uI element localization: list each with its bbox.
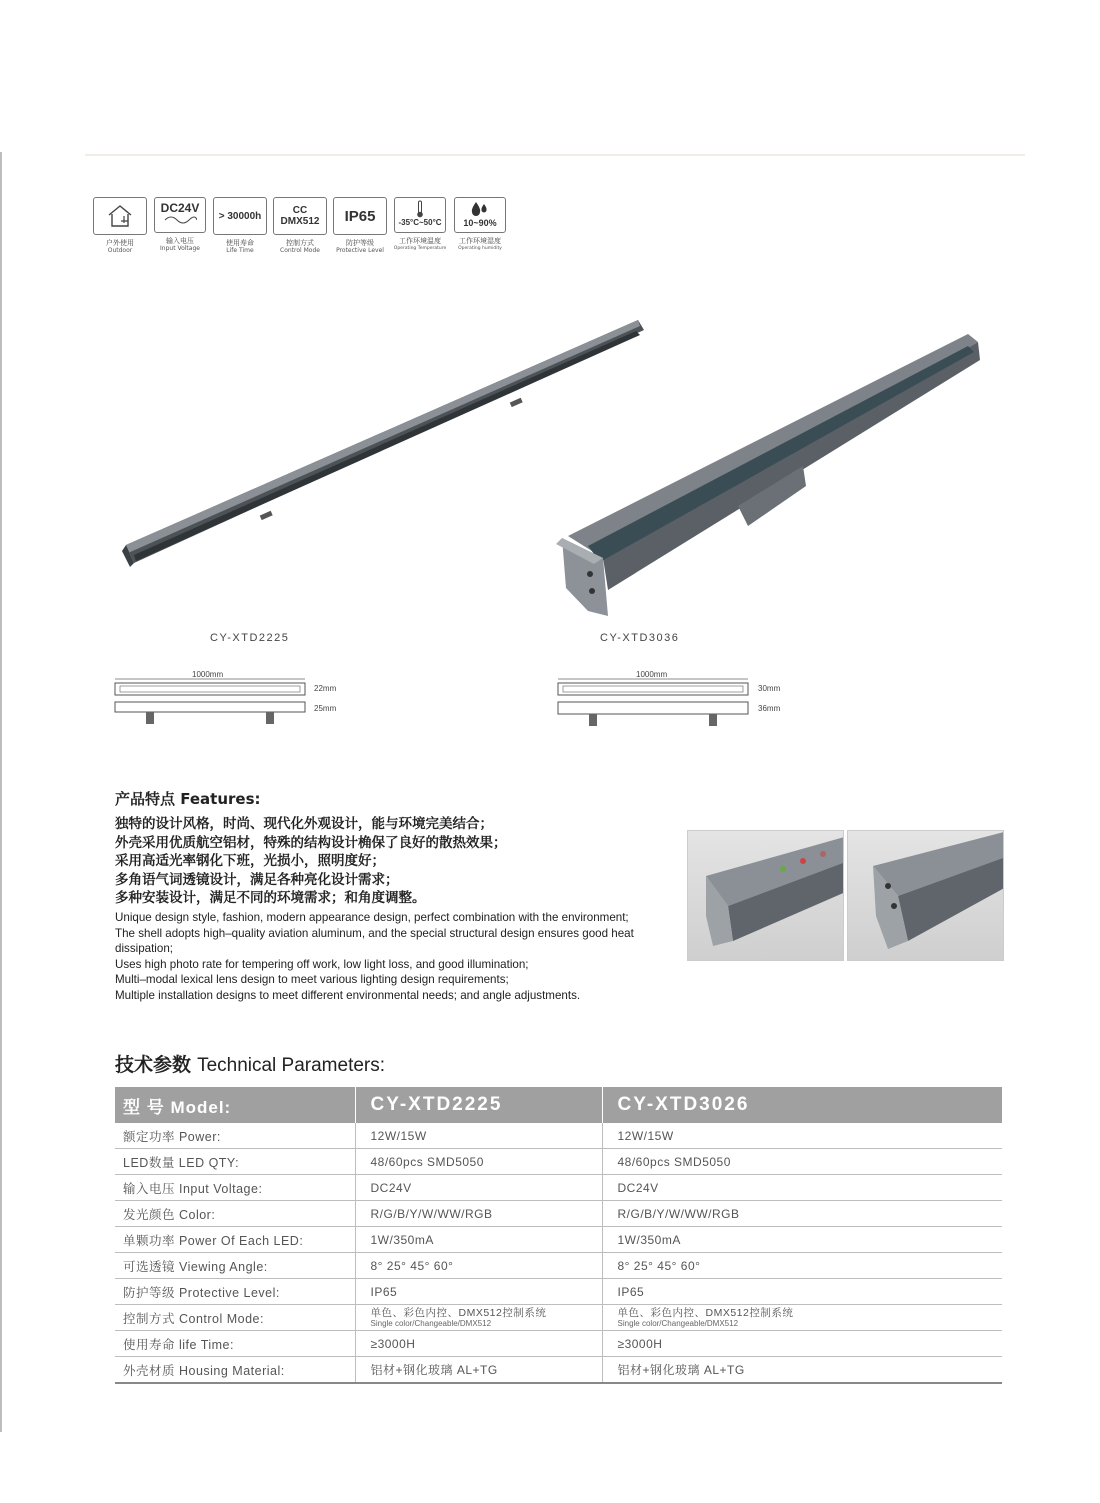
temperature-spec xyxy=(392,197,448,252)
thermometer-icon xyxy=(416,200,424,218)
lifetime-spec xyxy=(212,197,268,254)
feature-en-line: Multi–modal lexical lens design to meet various lighting design requirements; xyxy=(115,973,509,987)
technical-heading-en: Technical Parameters: xyxy=(197,1055,386,1076)
param-value: 48/60pcs SMD5050 xyxy=(602,1149,1002,1175)
param-label: 控制方式 Control Mode: xyxy=(115,1305,355,1331)
param-value: 铝材+钢化玻璃 AL+TG xyxy=(355,1357,602,1384)
feature-cn-line: 外壳采用优质航空铝材，特殊的结构设计桷保了良好的散热效果； xyxy=(115,834,507,851)
param-value: 12W/15W xyxy=(355,1123,602,1149)
icon-label-en: Protective Level xyxy=(336,247,384,254)
param-value: 8° 25° 45° 60° xyxy=(355,1253,602,1279)
control-cc-text: CC xyxy=(292,205,308,216)
length-label-xtd2225: 1000mm xyxy=(192,670,224,679)
param-value xyxy=(355,1305,602,1331)
icon-label-en: Operating humidity xyxy=(458,246,502,251)
param-value: ≥3000H xyxy=(602,1331,1002,1357)
feature-cn-line: 多角语气词透镜设计，满足各种亮化设计需求； xyxy=(115,871,399,888)
param-label: 外壳材质 Housing Material: xyxy=(115,1357,355,1384)
table-row xyxy=(115,1331,1002,1357)
table-row xyxy=(115,1253,1002,1279)
features-english-text xyxy=(115,910,675,1004)
feature-en-line: Multiple installation designs to meet different environmental needs; and angle adjustments. xyxy=(115,988,581,1002)
length-label-xtd3036: 1000mm xyxy=(636,670,668,679)
model-xtd3026-header: CY-XTD3026 xyxy=(602,1087,1002,1123)
param-label: 防护等级 Protective Level: xyxy=(115,1279,355,1305)
control-spec xyxy=(272,197,328,254)
humidity-text: 10~90% xyxy=(463,218,497,228)
feature-en-line: Uses high photo rate for tempering off work, low light loss, and good illumination; xyxy=(115,957,529,971)
param-label: LED数量 LED QTY: xyxy=(115,1149,355,1175)
param-label: 额定功率 Power: xyxy=(115,1123,355,1149)
table-row xyxy=(115,1149,1002,1175)
technical-parameters-table xyxy=(115,1087,1002,1384)
top-divider xyxy=(85,154,1025,156)
dimension-drawing-xtd2225 xyxy=(110,670,310,730)
ip-text: IP65 xyxy=(344,207,376,225)
param-value xyxy=(602,1305,1002,1331)
icon-label-en: Control Mode xyxy=(280,247,320,254)
param-value: IP65 xyxy=(602,1279,1002,1305)
icon-label-cn: 防护等级 xyxy=(346,239,374,247)
table-row xyxy=(115,1175,1002,1201)
side-dimension-xtd3036: 36mm xyxy=(758,704,781,713)
lifetime-text: > 30000h xyxy=(218,210,262,222)
table-header-row xyxy=(115,1087,1002,1123)
icon-label-cn: 输入电压 xyxy=(166,237,194,245)
param-value: DC24V xyxy=(355,1175,602,1201)
param-value: 8° 25° 45° 60° xyxy=(602,1253,1002,1279)
detail-photo-1 xyxy=(687,830,844,961)
dimension-drawing-xtd3036 xyxy=(553,670,753,730)
param-label: 可选透镜 Viewing Angle: xyxy=(115,1253,355,1279)
icon-label-cn: 控制方式 xyxy=(286,239,314,247)
model-xtd2225-header: CY-XTD2225 xyxy=(355,1087,602,1123)
control-dmx-text: DMX512 xyxy=(280,216,320,227)
feature-en-line: Unique design style, fashion, modern appearance design, perfect combination with the environment; xyxy=(115,911,629,924)
param-value-main: 单色、彩色内控、DMX512控制系统 xyxy=(617,1307,794,1319)
param-label: 发光颜色 Color: xyxy=(115,1201,355,1227)
param-label: 使用寿命 life Time: xyxy=(115,1331,355,1357)
humidity-spec xyxy=(452,197,508,252)
feature-en-line: The shell adopts high–quality aviation aluminum, and the special structural design ensures good heat dissipation; xyxy=(115,926,634,956)
table-row xyxy=(115,1123,1002,1149)
param-label: 输入电压 Input Voltage: xyxy=(115,1175,355,1201)
param-value: 48/60pcs SMD5050 xyxy=(355,1149,602,1175)
param-value-sub: Single color/Changeable/DMX512 xyxy=(617,1319,739,1328)
icon-label-en: Input Voltage xyxy=(160,245,200,252)
left-margin-rule xyxy=(0,152,2,1432)
feature-cn-line: 多种安装设计，满足不同的环境需求；和角度调整。 xyxy=(115,890,426,906)
droplet-icon xyxy=(469,200,491,218)
table-row xyxy=(115,1279,1002,1305)
table-row xyxy=(115,1227,1002,1253)
ip-spec xyxy=(332,197,388,254)
param-value-sub: Single color/Changeable/DMX512 xyxy=(370,1319,492,1328)
icon-label-cn: 工作环境湿度 xyxy=(459,237,501,245)
product-caption-xtd3036: CY-XTD3036 xyxy=(600,632,680,644)
product-image-xtd3036 xyxy=(548,326,988,616)
icon-label-cn: 使用寿命 xyxy=(226,239,254,247)
param-value: 铝材+钢化玻璃 AL+TG xyxy=(602,1357,1002,1384)
param-value: R/G/B/Y/W/WW/RGB xyxy=(355,1201,602,1227)
technical-heading xyxy=(115,1050,385,1077)
wave-icon xyxy=(163,215,197,225)
param-value: 1W/350mA xyxy=(355,1227,602,1253)
param-value-main: 单色、彩色内控、DMX512控制系统 xyxy=(370,1307,547,1319)
features-chinese-text xyxy=(115,815,507,908)
temperature-text: -35°C~50°C xyxy=(398,218,442,227)
top-dimension-xtd3036: 30mm xyxy=(758,684,781,693)
model-column-header: 型 号 Model: xyxy=(115,1087,355,1123)
param-value: DC24V xyxy=(602,1175,1002,1201)
feature-cn-line: 采用高适光率钢化下班，光损小，照明度好； xyxy=(115,853,385,869)
table-row xyxy=(115,1357,1002,1384)
outdoor-spec xyxy=(92,197,148,254)
top-dimension-xtd2225: 22mm xyxy=(314,684,337,693)
feature-cn-line: 独特的设计风格，时尚、现代化外观设计，能与环境完美结合； xyxy=(115,816,493,832)
product-caption-xtd2225: CY-XTD2225 xyxy=(210,632,290,644)
table-row xyxy=(115,1305,1002,1331)
param-value: 12W/15W xyxy=(602,1123,1002,1149)
icon-label-en: Outdoor xyxy=(107,247,133,254)
param-value: ≥3000H xyxy=(355,1331,602,1357)
house-icon xyxy=(93,197,147,235)
param-label: 单颗功率 Power Of Each LED: xyxy=(115,1227,355,1253)
param-value: R/G/B/Y/W/WW/RGB xyxy=(602,1201,1002,1227)
param-value: 1W/350mA xyxy=(602,1227,1002,1253)
features-heading: 产品特点 Features: xyxy=(115,790,261,808)
param-value: IP65 xyxy=(355,1279,602,1305)
technical-heading-cn: 技术参数 xyxy=(115,1054,192,1076)
icon-label-cn: 工作环境温度 xyxy=(399,237,441,245)
side-dimension-xtd2225: 25mm xyxy=(314,704,337,713)
voltage-text: DC24V xyxy=(160,201,200,215)
icon-label-en: Operating Temperature xyxy=(393,246,447,251)
detail-photo-2 xyxy=(847,830,1004,961)
voltage-spec xyxy=(152,197,208,252)
table-row xyxy=(115,1201,1002,1227)
icon-label-cn: 户外使用 xyxy=(106,239,134,247)
icon-label-en: Life Time xyxy=(226,247,254,254)
